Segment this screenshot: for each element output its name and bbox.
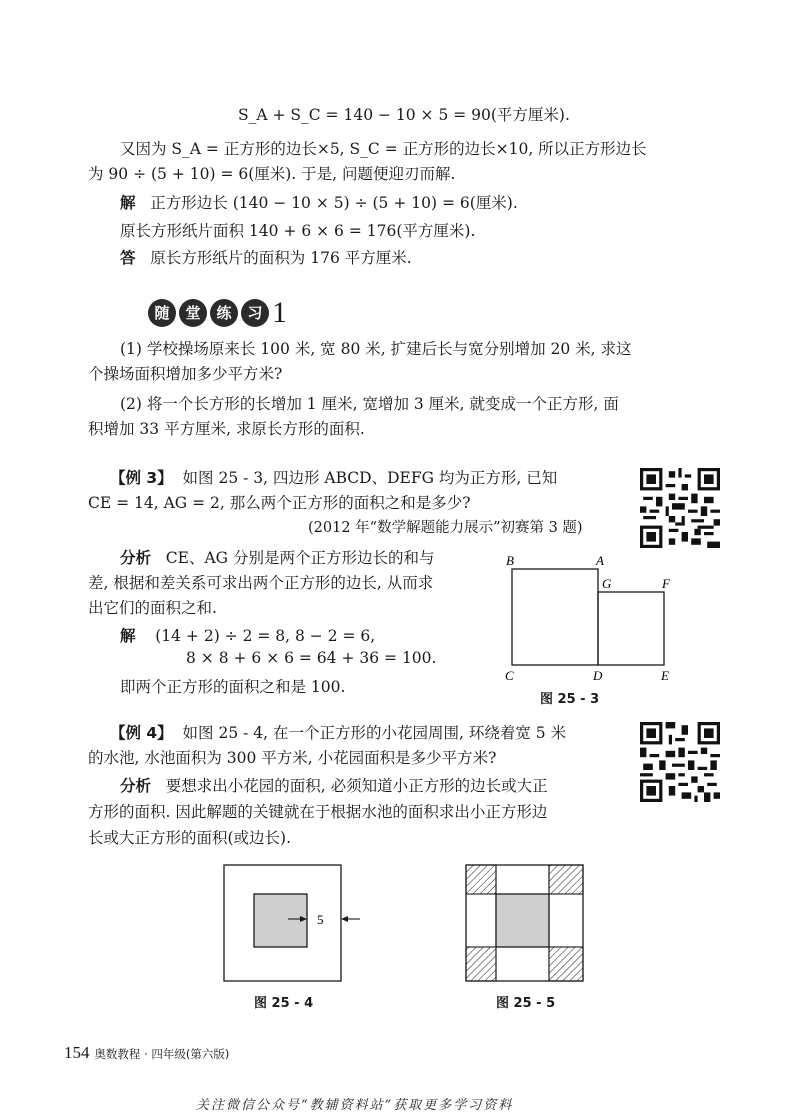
point-label: A [596, 553, 604, 568]
solution-text: 正方形边长 (140 − 10 × 5) ÷ (5 + 10) = 6(厘米). [150, 194, 518, 212]
example3-source: (2012 年“数学解题能力展示”初赛第 3 题) [308, 520, 583, 536]
hatched-corner [549, 865, 583, 894]
hatched-corner [466, 865, 496, 894]
example4-analysis-line3: 长或大正方形的面积(或边长). [88, 829, 292, 847]
point-label: F [662, 576, 670, 591]
example3-line2: CE = 14, AG = 2, 那么两个正方形的面积之和是多少? [88, 494, 471, 512]
answer-text: 原长方形纸片的面积为 176 平方厘米. [150, 249, 412, 267]
example3-solution-line2: 8 × 8 + 6 × 6 = 64 + 36 = 100. [186, 649, 437, 667]
area-line: 原长方形纸片面积 140 + 6 × 6 = 176(平方厘米). [120, 222, 476, 240]
page-number: 154 [64, 1043, 90, 1062]
figure-25-3-caption: 图 25 - 3 [540, 692, 600, 707]
example4-text: 如图 25 - 4, 在一个正方形的小花园周围, 环绕着宽 5 米 [182, 724, 567, 742]
solution-label: 解 [120, 627, 136, 645]
analysis-text: 要想求出小花园的面积, 必须知道小正方形的边长或大正 [165, 777, 548, 795]
figure-25-5 [462, 862, 592, 986]
qr-code-example4[interactable] [640, 722, 720, 802]
example3-line1 [110, 466, 557, 488]
answer-line [120, 246, 412, 268]
paragraph-line: 又因为 S_A = 正方形的边长×5, S_C = 正方形的边长×10, 所以正方形边长 [120, 140, 647, 158]
practice-char: 随 [148, 299, 176, 327]
figure-25-3 [500, 552, 700, 702]
equation-sa-sc: S_A + S_C = 140 − 10 × 5 = 90(平方厘米). [238, 106, 570, 124]
bottom-promo-note: 关注微信公众号“教辅资料站”获取更多学习资料 [196, 1098, 514, 1113]
square-defg [598, 592, 664, 665]
example3-result: 即两个正方形的面积之和是 100. [120, 678, 346, 696]
solution-label: 解 [120, 194, 136, 212]
square-abcd [512, 569, 598, 665]
hatched-corner [466, 947, 496, 981]
practice-q2-cont: 积增加 33 平方厘米, 求原长方形的面积. [88, 420, 365, 438]
point-label: C [505, 668, 514, 683]
point-label: D [593, 668, 603, 683]
analysis-label: 分析 [120, 777, 152, 795]
practice-heading [148, 296, 287, 330]
point-label: E [661, 668, 669, 683]
garden-square [496, 894, 549, 947]
figure-25-5-caption: 图 25 - 5 [496, 996, 556, 1011]
paragraph-line: 为 90 ÷ (5 + 10) = 6(厘米). 于是, 问题便迎刃而解. [88, 165, 456, 183]
analysis-text: CE、AG 分别是两个正方形边长的和与 [165, 549, 435, 567]
practice-q2: (2) 将一个长方形的长增加 1 厘米, 宽增加 3 厘米, 就变成一个正方形, 面 [120, 395, 619, 413]
solution-text: (14 + 2) ÷ 2 = 8, 8 − 2 = 6, [155, 627, 376, 645]
hatched-corner [549, 947, 583, 981]
figure-25-4-caption: 图 25 - 4 [254, 996, 314, 1011]
point-label: B [506, 553, 514, 568]
practice-number: 1 [272, 296, 287, 329]
practice-q1: (1) 学校操场原来长 100 米, 宽 80 米, 扩建后长与宽分别增加 20 米, 求这 [120, 340, 632, 358]
practice-q1-cont: 个操场面积增加多少平方米? [88, 365, 283, 383]
example3-analysis-line1 [120, 546, 434, 568]
example3-label: 【例 3】 [110, 469, 173, 487]
qr-code-example3[interactable] [640, 468, 720, 548]
book-title: 奥数教程 · 四年级(第六版) [94, 1047, 230, 1061]
answer-label: 答 [120, 249, 136, 267]
example3-analysis-line2: 差, 根据和差关系可求出两个正方形的边长, 从而求 [88, 574, 434, 592]
point-label: G [602, 576, 612, 591]
arrow-head-icon [341, 916, 348, 922]
solution-line [120, 191, 518, 213]
figure-25-4 [220, 862, 380, 986]
example3-analysis-line3: 出它们的面积之和. [88, 599, 217, 617]
garden-square [254, 894, 307, 947]
analysis-label: 分析 [120, 549, 152, 567]
practice-char: 练 [210, 299, 238, 327]
page-footer [64, 1043, 229, 1063]
example4-label: 【例 4】 [110, 724, 173, 742]
example3-text: 如图 25 - 3, 四边形 ABCD、DEFG 均为正方形, 已知 [182, 469, 558, 487]
example4-line1 [110, 721, 566, 743]
example4-analysis-line2: 方形的面积. 因此解题的关键就在于根据水池的面积求出小正方形边 [88, 803, 548, 821]
width-label: 5 [317, 912, 324, 927]
example4-line2: 的水池, 水池面积为 300 平方米, 小花园面积是多少平方米? [88, 749, 497, 767]
practice-char: 习 [241, 299, 269, 327]
practice-char: 堂 [179, 299, 207, 327]
example3-solution-line1 [120, 624, 375, 646]
example4-analysis-line1 [120, 774, 548, 796]
